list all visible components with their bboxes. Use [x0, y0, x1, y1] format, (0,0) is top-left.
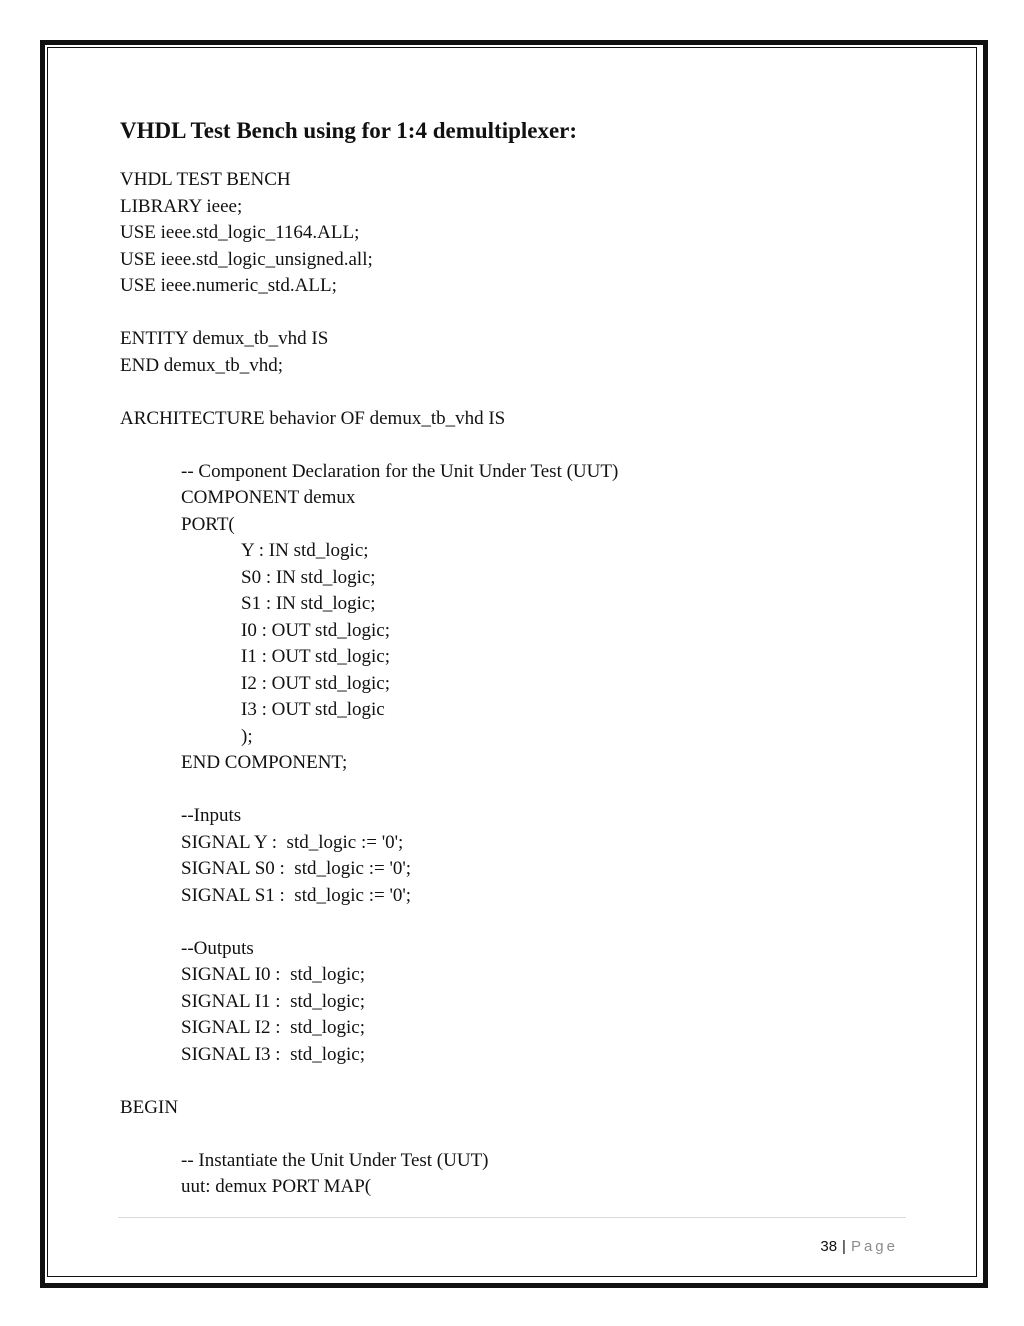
code-line: SIGNAL I2 : std_logic;	[181, 1017, 366, 1038]
code-line: END COMPONENT;	[181, 752, 348, 773]
code-line: --Inputs	[181, 805, 242, 826]
code-line: -- Instantiate the Unit Under Test (UUT)	[181, 1149, 489, 1171]
code-line: -- Component Declaration for the Unit Under Test (UUT)	[181, 460, 619, 482]
footer-rule	[118, 1217, 906, 1218]
code-line: --Outputs	[181, 937, 254, 959]
code-line: SIGNAL I0 : std_logic;	[181, 964, 366, 985]
page-footer	[812, 1221, 898, 1255]
code-line: VHDL TEST BENCH	[120, 169, 291, 190]
blank-line	[120, 909, 618, 936]
code-line: S0 : IN std_logic;	[241, 566, 376, 588]
code-line: ARCHITECTURE behavior OF demux_tb_vhd IS	[120, 407, 506, 429]
code-line: ENTITY demux_tb_vhd IS	[120, 328, 329, 349]
code-line: SIGNAL S1 : std_logic := '0';	[181, 884, 412, 906]
code-line: BEGIN	[120, 1096, 179, 1118]
code-line: S1 : IN std_logic;	[241, 593, 376, 614]
code-line: uut: demux PORT MAP(	[181, 1176, 372, 1197]
code-line: I2 : OUT std_logic;	[241, 672, 391, 694]
code-line: END demux_tb_vhd;	[120, 354, 284, 376]
code-line: LIBRARY ieee;	[120, 195, 243, 217]
code-line: USE ieee.std_logic_1164.ALL;	[120, 222, 360, 243]
code-line: USE ieee.std_logic_unsigned.all;	[120, 248, 373, 270]
section-heading: VHDL Test Bench using for 1:4 demultiplexer:	[120, 118, 578, 143]
code-line: Y : IN std_logic;	[241, 540, 369, 561]
code-line: USE ieee.numeric_std.ALL;	[120, 275, 337, 296]
blank-line	[120, 1068, 618, 1095]
code-line: PORT(	[181, 513, 235, 535]
code-line: );	[241, 725, 253, 747]
blank-line	[120, 379, 618, 406]
code-line: SIGNAL Y : std_logic := '0';	[181, 831, 404, 853]
page-number: 38	[820, 1238, 838, 1255]
blank-line	[120, 777, 618, 804]
code-listing	[120, 167, 618, 1201]
page-label: Page	[850, 1238, 898, 1255]
code-line: SIGNAL I3 : std_logic;	[181, 1043, 366, 1065]
blank-line	[120, 1121, 618, 1148]
blank-line	[120, 432, 618, 459]
code-line: SIGNAL S0 : std_logic := '0';	[181, 858, 412, 879]
code-line: SIGNAL I1 : std_logic;	[181, 990, 366, 1012]
code-line: COMPONENT demux	[181, 487, 356, 508]
blank-line	[120, 300, 618, 327]
code-line: I0 : OUT std_logic;	[241, 619, 391, 641]
code-line: I1 : OUT std_logic;	[241, 646, 391, 667]
footer-separator: |	[842, 1238, 846, 1255]
code-line: I3 : OUT std_logic	[241, 699, 385, 720]
